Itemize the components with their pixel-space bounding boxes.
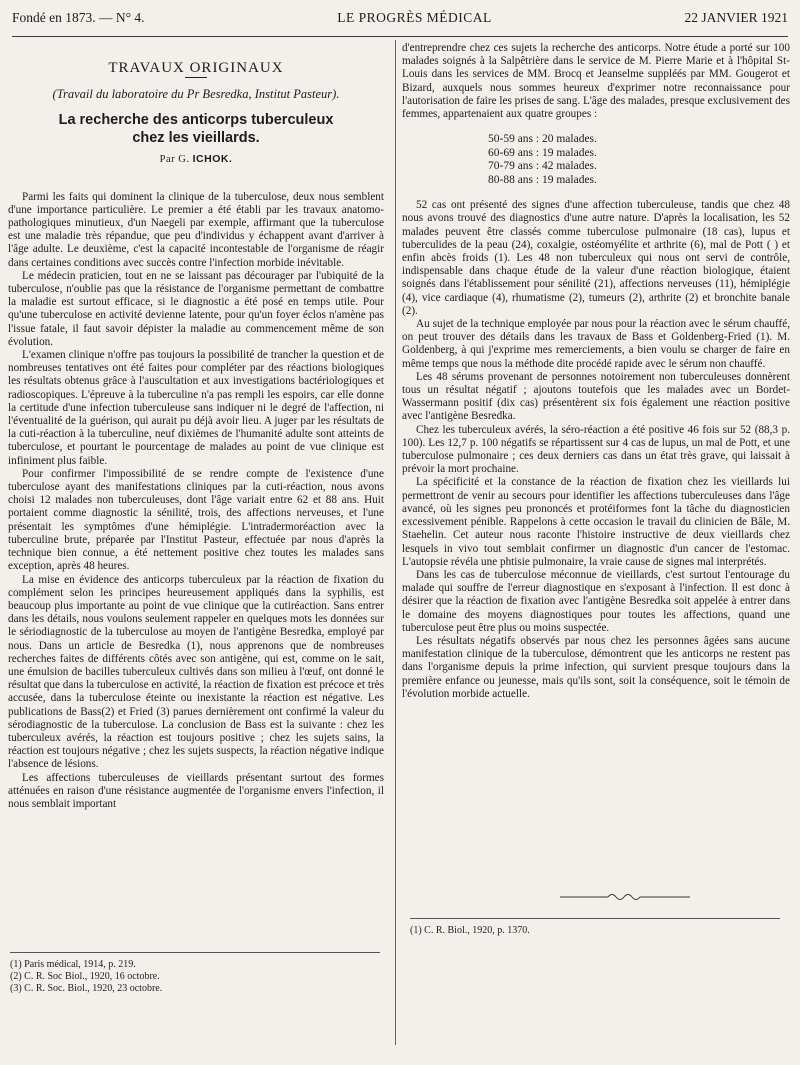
age-group-list xyxy=(488,133,790,187)
footnote: (1) Paris médical, 1914, p. 219. xyxy=(10,959,136,970)
end-ornament-icon xyxy=(560,890,690,904)
byline-prefix: Par G. xyxy=(159,154,190,166)
heading-rule xyxy=(185,77,207,78)
paragraph: Les résultats négatifs observés par nous chez les personnes âgées sans aucune manifestation clinique de la tuberculose, démontrent que les anticorps ne restent pas dans l'organisme depuis la prime infection, qui survient presque toujours dans la première enfance ou jeunesse, mais qu'ils sont, soit la conséquence, soit le témoin de l'évolution morbide actuelle. xyxy=(402,634,790,700)
paragraph: Pour confirmer l'impossibilité de se rendre compte de l'existence d'une tuberculose ayant des manifestations cliniques par la cuti-réaction, nous avons choisi 12 malades non tuberculeuses, dont l'âge variait entre 62 et 88 ans. Huit portaient comme diagnostic la sénilité, trois, des affections nerveuses, et l'une présentait les symptômes d'une hémiplégie. L'intradermoréaction avec la tuberculine brute, préparée par l'Institut Pasteur, effectuée par nous d'après la technique bien connue, a été nettement positive chez toutes les malades sans exception, après 48 heures. xyxy=(8,467,384,573)
affiliation: (Travail du laboratoire du Pr Besredka, Institut Pasteur). xyxy=(52,87,340,102)
right-column xyxy=(402,42,790,701)
paragraph: L'examen clinique n'offre pas toujours la possibilité de trancher la question et de nombreuses tentatives ont été faites pour compléter par des réactions biologiques les résultats obtenus grâce à l'auscultation et aux investigations bactériologiques et radioscopiques. L'épreuve à la tuberculine n'a pas rempli les espoirs, car elle donne la certitude d'une infection tuberculeuse sans indiquer ni le degré de l'affection, ni l'éventualité de la guérison, qui aurait pu déjà avoir lieu. A juger par les résultats de la cuti-réaction à la tuberculine, neuf dixièmes de l'humanité adulte sont atteints de tuberculose, et pourtant le pourcentage de malades au point de vue clinique est infiniment plus faible. xyxy=(8,349,384,467)
column-divider xyxy=(395,40,396,1045)
paragraph: Les 48 sérums provenant de personnes notoirement non tuberculeuses donnèrent tous un résultat négatif ; ajoutons toutefois que les malades avec un Bordet-Wassermann positif (dix cas) présentèrent six fois également une réaction positive avec l'antigène Besredka. xyxy=(402,370,790,423)
section-heading: TRAVAUX ORIGINAUX xyxy=(108,60,284,76)
paragraph: Au sujet de la technique employée par nous pour la réaction avec le sérum chauffé, on peut trouver des détails dans les travaux de Bass et Goldenberg-Fried (1). M. Goldenberg, à qui j'exprime mes remerciements, a bien voulu se charger de faire en même temps que nous la méthode dite procédé rapide avec le sérum non chauffé. xyxy=(402,318,790,370)
paragraph: Dans les cas de tuberculose méconnue de vieillards, c'est surtout l'entourage du malade qui souffre de l'erreur diagnostique en s'exposant à l'infection. Il est donc à désirer que la réaction de fixation avec l'antigène Besredka soit appelée à entrer dans le domaine des moyens diagnostiques pour toutes les affections, quand une tuberculose peut être plus ou moins suspectée. xyxy=(402,568,790,634)
paragraph: d'entreprendre chez ces sujets la recherche des anticorps. Notre étude a porté sur 100 malades soignés à la Salpêtrière dans le service de M. Pierre Marie et à l'hôpital St-Louis dans les services de MM. Brocq et Jeanselme suppléés par MM. Gougerot et Bizard, auxquels nous sommes heureux d'exprimer notre reconnaissance pour l'autorisation de faire les prises de sang. L'âge des malades, presque exclusivement des femmes, appartenaient aux quatre groupes : xyxy=(402,42,791,121)
running-head xyxy=(12,10,788,37)
footnotes-right xyxy=(410,918,780,937)
footnote-rule xyxy=(410,918,780,919)
paragraph: La spécificité et la constance de la réaction de fixation chez les vieillards lui permettront de venir au secours pour identifier les affections tuberculeuses dans l'âge avancé, où les signes peu prononcés et protéiformes font la tâche du diagnosticien excessivement pénible. Rappelons à cette occasion le travail du clinicien de Bâle, M. Staehelin. Cet auteur nous raconte l'histoire instructive de deux vieillards chez lesquels in vivo tout semblait confirmer un diagnostic d'un cancer de l'estomac. L'autopsie révéla une phtisie pulmonaire, la vraie cause de signes mal interprétés. xyxy=(402,476,790,568)
age-group: 50-59 ans : 20 malades. xyxy=(488,133,597,146)
journal-title: LE PROGRÈS MÉDICAL xyxy=(337,10,492,25)
footnote: (3) C. R. Soc. Biol., 1920, 23 octobre. xyxy=(10,983,163,994)
left-column xyxy=(8,48,384,811)
paragraph: Les affections tuberculeuses de vieillards présentant surtout des formes atténuées en raison d'une résistance augmentée de l'organisme envers l'infection, il nous semblait important xyxy=(8,771,384,810)
paragraph: 52 cas ont présenté des signes d'une affection tuberculeuse, tandis que chez 48 nous avons trouvé des diagnostics d'une autre nature. D'après la localisation, les 52 malades peuvent être classés comme tuberculose pulmonaire (18 cas), lupus et tuberculides de la peau (24), coxalgie, ostéomyélite et arthrite (6), mal de Pott ( ) et enfin abcès froids (1). Les 48 non tuberculeux qui nous ont servi de contrôle, indispensable dans chaque étude de la valeur d'une réaction biologique, étaient soignés dans l'établissement pour sénilité (21), affections nerveuses (11), hémiplégie (4), vice cardiaque (4), rhumatisme (2), tumeurs (2), arthrite (2) et bronchite banale (2). xyxy=(402,199,790,317)
footnotes-left xyxy=(10,952,380,995)
article-title xyxy=(8,111,384,147)
header-date: 22 JANVIER 1921 xyxy=(684,10,788,25)
age-group: 60-69 ans : 19 malades. xyxy=(488,146,597,159)
author-name: ICHOK. xyxy=(192,153,233,166)
paragraph: Chez les tuberculeux avérés, la séro-réaction a été positive 46 fois sur 52 (88,3 p. 100). Les 12,7 p. 100 négatifs se répartissent sur 4 cas de lupus, un mal de Pott, et une tuberculose pulmonaire ; ces deux derniers cas dans un état très grave, qui laissait à prévoir la mort prochaine. xyxy=(402,423,790,476)
footnote: (2) C. R. Soc Biol., 1920, 16 octobre. xyxy=(10,971,160,982)
paragraph: La mise en évidence des anticorps tuberculeux par la réaction de fixation du complément selon les principes heureusement appliqués dans la syphilis, est beaucoup plus importante au point de vue clinique que la cutiréaction. Sans entrer dans les détails, nous voulons seulement rappeler en quelques mots les données sur le sériodiagnostic de la tuberculose au moyen de l'antigène Besredka, employé par nous. Dans un article de Besredka (1), nous apprenons que de nombreuses recherches faites de différents côtés avec son antigène, qui est, comme on le sait, une émulsion de bacilles tuberculeux cultivés dans son milieu à l'œuf, ont donné le résultat que dans la tuberculose en activité, la réaction de fixation est précoce et très accusée, dans la tuberculose éteinte ou inexistante la réaction est négative. Les publications de Bass(2) et Fried (3) parues dernièrement ont confirmé la valeur du sérodiagnostic de la tuberculose. La conclusion de Bass est la suivante : chez les tuberculeux avérés, la réaction est toujours positive ; chez les sujets sains, la réaction est toujours négative ; chez les sujets suspects, la réaction négative indique l'absence de lésions. xyxy=(8,573,384,771)
header-issue: Fondé en 1873. — N° 4. xyxy=(12,10,145,25)
age-group: 80-88 ans : 19 malades. xyxy=(488,173,597,186)
byline xyxy=(8,153,384,166)
age-group: 70-79 ans : 42 malades. xyxy=(488,160,597,173)
title-line-2: chez les vieillards. xyxy=(132,130,260,147)
paragraph: Le médecin praticien, tout en ne se laissant pas décourager par l'ubiquité de la tuberculose, n'oublie pas que la résistance de l'organisme permettant de combattre la maladie est surtout efficace, si le diagnostic a été posé en temps utile. Pour qu'une tuberculose en activité devienne latente, pour qu'un foyer éclos n'amène pas l'issue fatale, il faut savoir dépister la maladie au commencement même de son évolution. xyxy=(8,269,384,348)
title-line-1: La recherche des anticorps tuberculeux xyxy=(58,112,334,129)
footnote: (1) C. R. Biol., 1920, p. 1370. xyxy=(410,925,530,936)
footnote-rule xyxy=(10,952,380,953)
paragraph: Parmi les faits qui dominent la clinique de la tuberculose, deux nous semblent d'une importance particulière. Le premier a été établi par les travaux anatomo-pathologiques minutieux, d'un Naegeli par exemple, affirmant que la tuberculose est une maladie très répandue, que peu d'individus y échappent avant d'arriver à l'âge adulte. Le deuxième, c'est la capacité incontestable de l'organisme de réagir dans certaines conditions avec succès contre l'infection morbide inévitable. xyxy=(8,190,384,269)
